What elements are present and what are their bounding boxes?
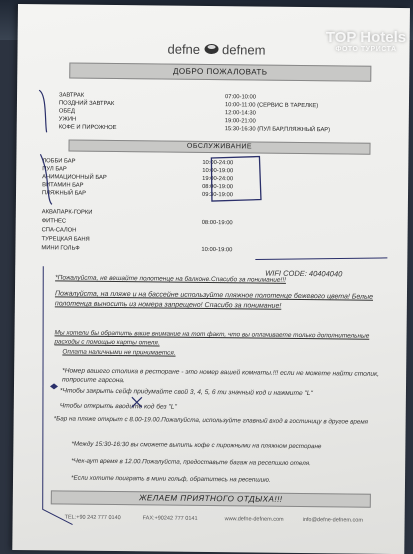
wish-banner: ЖЕЛАЕМ ПРИЯТНОГО ОТДЫХА!!! — [51, 490, 371, 507]
facility-name: ФИТНЕС — [41, 218, 67, 225]
towels-note: Пожалуйста, на пляже и на бассейне используйте пляжное полотенце бежевого цвета! Белые полотенца выносить из номера запрещено! Спасибо за понимание! — [54, 290, 374, 310]
meal-name: КОФЕ И ПИРОЖНОЕ — [58, 124, 117, 132]
safe-note: *Чтобы закрыть сейф придумайте свой 3, 4, 5, 6 ти значный код и нажмите "L" — [59, 387, 313, 398]
bar-name: ПУЛ БАР — [42, 166, 67, 173]
meal-name: УЖИН — [58, 116, 77, 123]
wifi-code: WIFI CODE: 40404040 — [265, 268, 343, 279]
checkout-note: *Чек-аут время в 12.00.Пожалуйста, предоставьте багаж на ресепшию отеля. — [71, 457, 311, 468]
meal-time: 07:00-10:00 — [225, 94, 257, 101]
site-watermark — [325, 30, 407, 53]
meal-name: ОБЕД — [58, 108, 76, 115]
facility-name: СПА-САЛОН — [41, 227, 77, 234]
bar-time: 08:00-19:00 — [202, 183, 234, 191]
meal-name: ЗАВТРАК — [59, 92, 85, 99]
bar-time: 09:30-19:00 — [201, 191, 233, 199]
welcome-banner: ДОБРО ПОЖАЛОВАТЬ — [69, 63, 371, 82]
facility-name: ТУРЕЦКАЯ БАНЯ — [41, 236, 90, 243]
hotel-info-sheet — [12, 4, 410, 554]
bar-time: 19:00-24:00 — [202, 175, 234, 183]
footer-email: info@defne-defnem.com — [302, 517, 363, 524]
extras-note: Мы хотели бы обратить ваше внимание на тот факт, что вы оплачиваете только дополнительные расходы с помощью карты отеля. — [54, 329, 370, 347]
facility-name: АКВАПАРК-ГОРКИ — [41, 209, 93, 216]
watermark-sub-text: ФОТО ТУРИСТА — [335, 46, 397, 53]
meal-time: 10:00-11:00 (СЕРВИС В ТАРЕЛКЕ) — [224, 102, 319, 110]
facility-time: 08:00-19:00 — [201, 219, 233, 227]
logo-left-text: defne — [167, 41, 201, 57]
meal-name: ПОЗДНИЙ ЗАВТРАК — [58, 100, 115, 108]
cash-note: Оплата наличными не принимается. — [62, 348, 176, 357]
facility-time: 10:00-19:00 — [201, 246, 233, 254]
pen-dot-mark — [50, 383, 58, 389]
bar-time: 10:00-24:00 — [202, 159, 234, 167]
balcony-note: *Пожалуйста, не вешайте полотенце на балконе.Спасибо за понимание!!! — [55, 274, 286, 284]
meal-time: 15:30-16:30 (ПУЛ БАР,ПЛЯЖНЫЙ БАР) — [224, 126, 331, 134]
beach-bar-note: *Бар на пляже открыт с 8.00-19.00.Пожалуйста, используйте главный вход в гостиницу в другое время — [53, 415, 369, 426]
golf-note: *Если хотите поиграть в мини гольф, обратитесь на ресепшию. — [71, 474, 271, 484]
logo-right-text: defnem — [222, 42, 266, 58]
bar-name: ЛОББИ БАР — [42, 158, 76, 165]
safe-open-note: Чтобы открыть вводите код без "L" — [59, 402, 177, 411]
footer-fax: FAX:+90242 777 0141 — [142, 515, 198, 522]
footer-web: www.defne-defnem.com — [224, 516, 284, 523]
service-banner: ОБСЛУЖИВАНИЕ — [68, 140, 370, 155]
bar-time: 10:00-19:00 — [202, 167, 234, 175]
bar-name: ВИТАМИН БАР — [42, 182, 84, 189]
leaf-logo-icon — [203, 43, 219, 55]
watermark-main-text: TOP Hotels — [325, 29, 407, 46]
footer-tel: TEL:+90 242 777 0140 — [64, 514, 121, 522]
pen-underline-mark — [255, 256, 387, 260]
meal-time: 19:00-21:00 — [224, 118, 256, 125]
facility-name: МИНИ ГОЛЬФ — [41, 245, 80, 252]
room-number-note: *Номер вашего столика в ресторане - это номер вашей комнаты.!!! если не можете найти столик, попросите гарсона. — [62, 367, 380, 385]
bar-name: АНИМАЦИОННЫЙ БАР — [42, 174, 107, 181]
coffee-note: *Между 15:30-16:30 вы сможете выпить кофе с пирожными на пляжном ресторане — [71, 440, 322, 451]
hotel-logo — [167, 42, 265, 58]
bar-name: ПЛЯЖНЫЙ БАР — [41, 190, 87, 197]
meal-time: 12:00-14:30 — [224, 110, 256, 117]
